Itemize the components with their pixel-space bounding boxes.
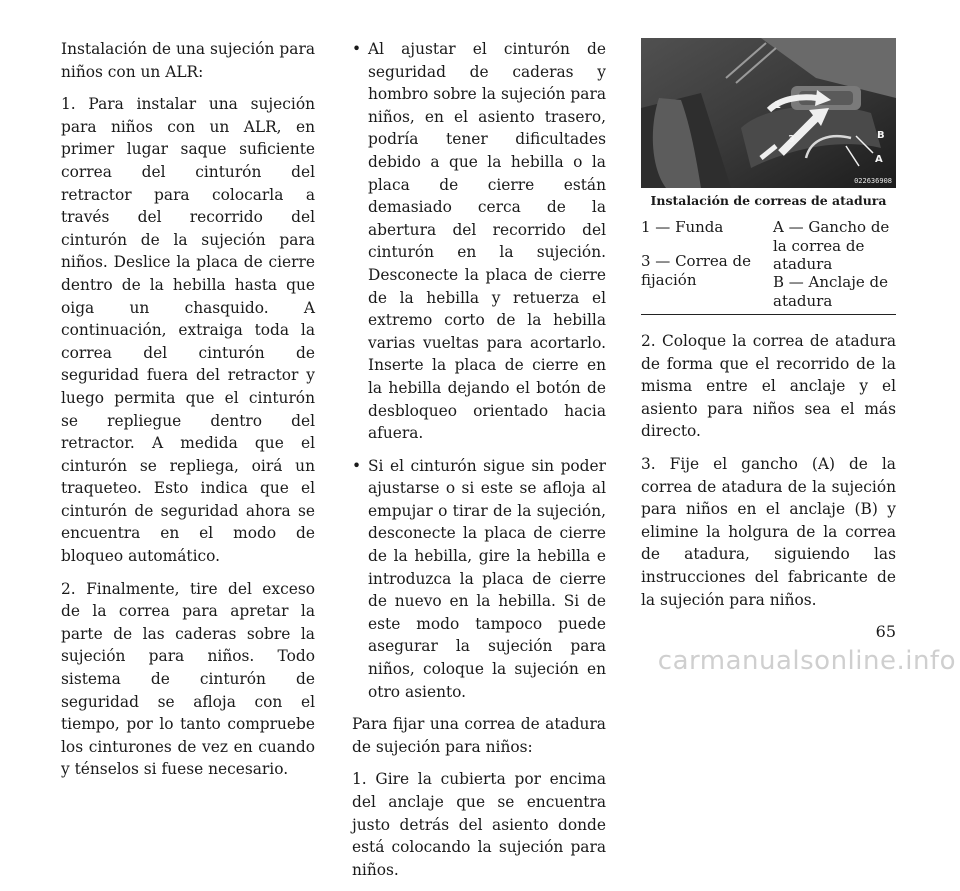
legend-item-b: B — Anclaje de atadura (773, 273, 888, 310)
tether-intro: Para fijar una correa de atadura de sujeción para niños: (352, 715, 606, 756)
figure-caption: Instalación de correas de atadura (650, 193, 887, 208)
right-column (641, 330, 896, 621)
tether-step-1: 1. Gire la cubierta por encima del anclaje que se encuentra justo detrás del asiento donde está colocando la sujeción para niños. (352, 770, 606, 879)
page-number: 65 (875, 622, 896, 641)
figure-code: 022636908 (854, 177, 892, 185)
watermark: carmanualsonline.info (657, 646, 956, 676)
bullet-text: Al ajustar el cinturón de seguridad de caderas y hombro sobre la sujeción para niños, en el asiento trasero, podría tener dificultades debido a que la hebilla o la placa de cierre están demasiado cerca de la abertura del recorrido del cinturón en la sujeción. Desconecte la placa de cierre de la hebilla y retuerza el extremo corto de la hebilla varias vueltas para acortarlo. Inserte la placa de cierre en la hebilla dejando el botón de desbloqueo orientado hacia afuera. (368, 40, 606, 443)
section-heading-alr: Instalación de una sujeción para niños con un ALR: (61, 40, 315, 81)
legend-divider (641, 314, 896, 315)
tether-step-2: 2. Coloque la correa de atadura de forma que el recorrido de la misma entre el anclaje y el asiento para niños sea el más directo. (641, 332, 896, 441)
legend-item-1: 1 — Funda (641, 218, 724, 236)
bullet-item (352, 455, 606, 704)
legend-item-a: A — Gancho de la correa de atadura (773, 218, 890, 274)
bullet-icon: • (352, 40, 362, 58)
middle-column (352, 38, 606, 891)
tether-step-3: 3. Fije el gancho (A) de la correa de atadura de la sujeción para niños en el anclaje (B) y elimine la holgura de la correa de atadura, siguiendo las instrucciones del fabricante de la sujeción para niños. (641, 454, 896, 609)
left-column (61, 38, 315, 791)
figure-label-a: A (875, 154, 883, 165)
bullet-icon: • (352, 456, 362, 475)
bullet-item (352, 38, 606, 445)
bullet-text: Si el cinturón sigue sin poder ajustarse o si este se afloja al empujar o tirar de la sujeción, desconecte la placa de cierre de la hebilla, gire la hebilla e introduzca la placa de cierre de nuevo en la hebilla. Si de este modo tampoco puede asegurar la sujeción para niños, coloque la sujeción en otro asiento. (368, 456, 606, 701)
figure-label-b: B (877, 130, 885, 141)
alr-step-1: 1. Para instalar una sujeción para niños con un ALR, en primer lugar saque suficiente correa del cinturón del retractor para colocarla a través del recorrido del cinturón de la sujeción para niños. Deslice la placa de cierre dentro de la hebilla hasta que oiga un chasquido. A continuación, extraiga toda la correa del cinturón de seguridad fuera del retractor y luego permita que el cinturón se repliegue dentro del retractor. A medida que el cinturón se repliega, oirá un traqueteo. Esto indica que el cinturón de seguridad ahora se encuentra en el modo de bloqueo automático. (61, 95, 315, 566)
figure-label-1: 1 (774, 100, 781, 111)
vehicle-interior-illustration (641, 38, 896, 188)
tether-strap-figure (641, 38, 896, 188)
legend-item-3: 3 — Correa de fijación (641, 252, 751, 289)
alr-step-2: 2. Finalmente, tire del exceso de la correa para apretar la parte de las caderas sobre la sujeción para niños. Todo sistema de cinturón de seguridad se afloja con el tiempo, por lo tanto compruebe los cinturones de vez en cuando y ténselos si fuese necesario. (61, 579, 315, 779)
figure-label-3: 3 (788, 134, 795, 145)
